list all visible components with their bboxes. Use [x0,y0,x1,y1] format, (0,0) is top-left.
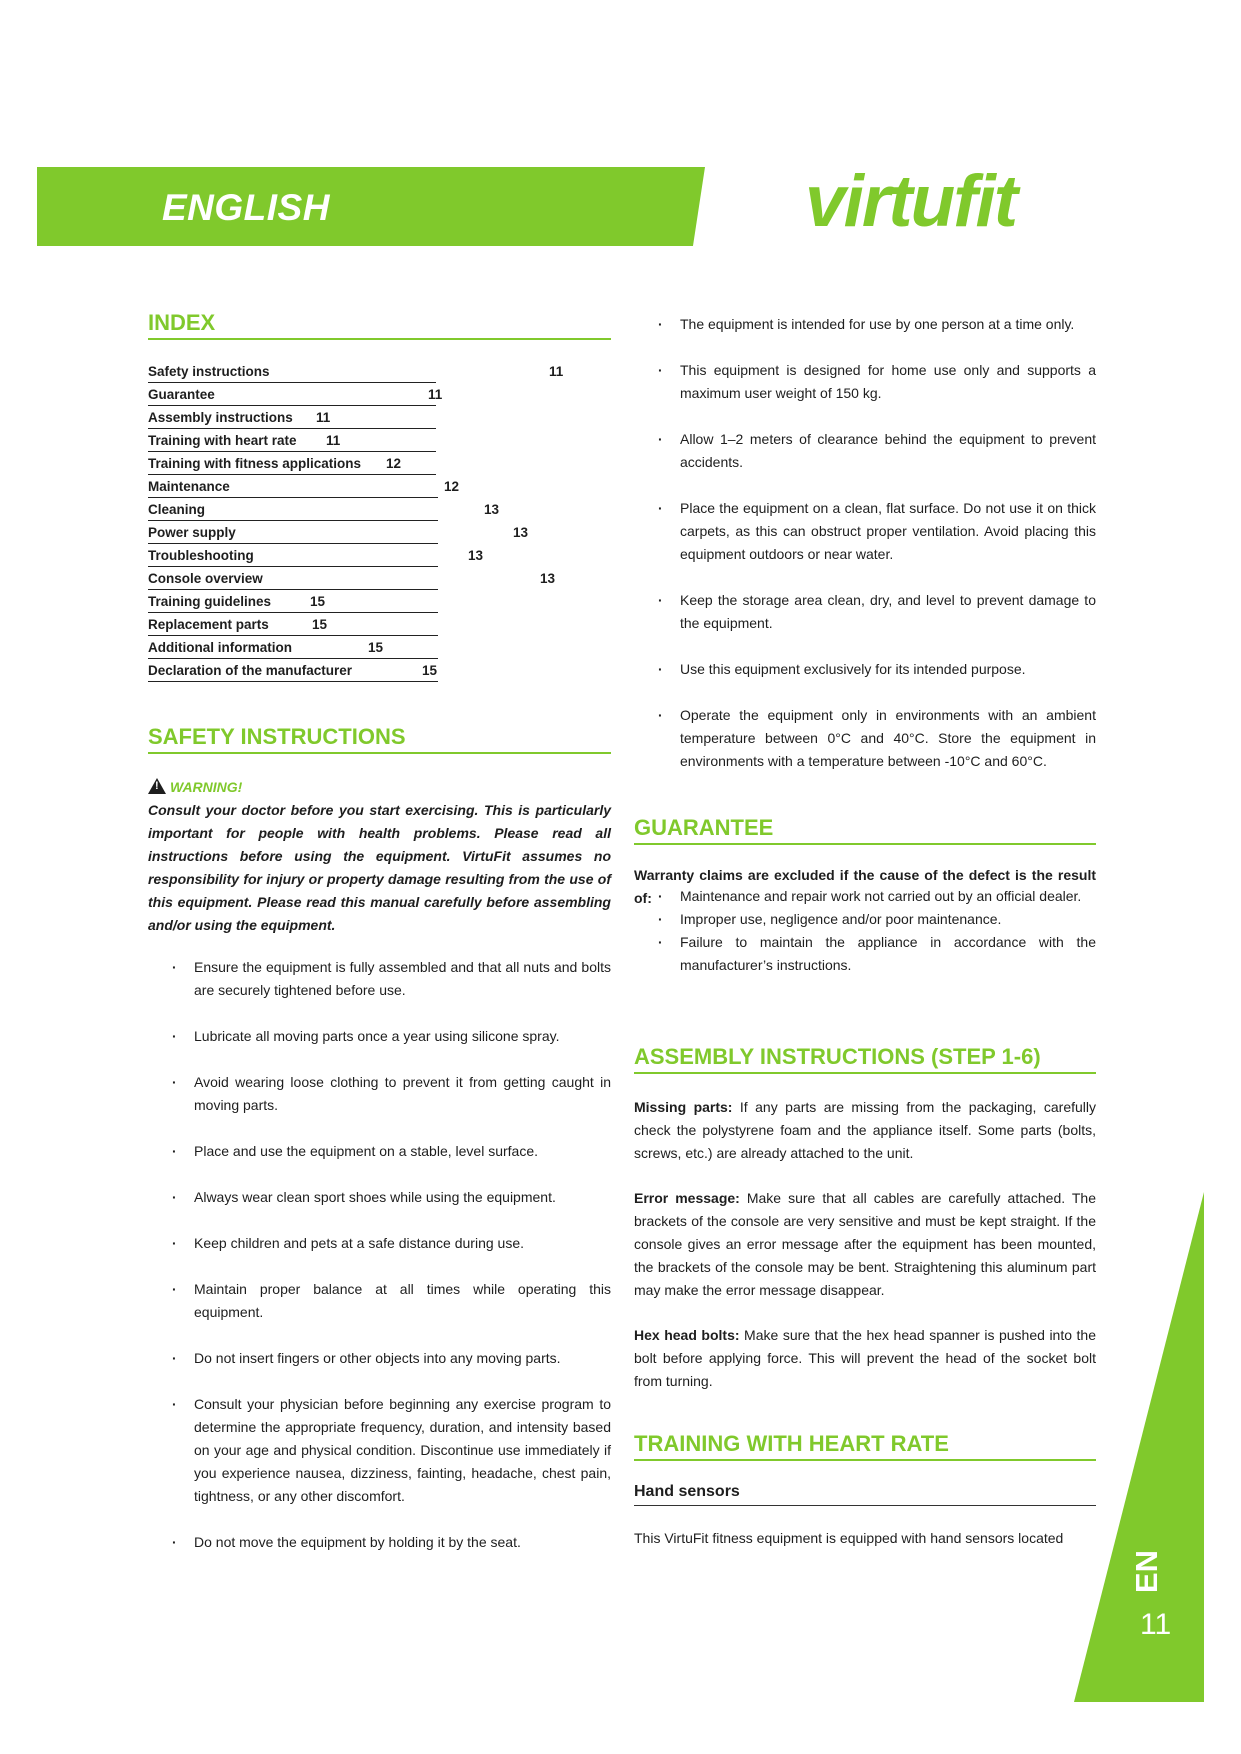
toc-item-page: 15 [312,617,328,632]
toc-item-page: 11 [549,364,564,379]
guarantee-intro: Warranty claims are excluded if the cause of the defect is the result of: [634,867,1096,906]
assembly-heading: ASSEMBLY INSTRUCTIONS (STEP 1-6) [634,1044,1096,1074]
heart-rate-heading: TRAINING WITH HEART RATE [634,1431,1096,1461]
list-item: · Do not move the equipment by holding it by the seat. [172,1531,611,1554]
paragraph-text: Make sure that the hex head spanner is pushed into the bolt before applying force. This will prevent the head of the socket bolt from turning. [634,1327,1097,1389]
toc-item-label: Replacement parts [148,615,438,636]
list-item: · Use this equipment exclusively for its intended purpose. [658,658,1096,681]
list-item: · Maintenance and repair work not carried out by an official dealer. [658,885,1096,908]
toc-item-label: Power supply [148,523,438,544]
hand-sensors-subheading: Hand sensors [634,1482,1096,1506]
paragraph-label: Error message: [634,1190,740,1206]
list-item: · Place and use the equipment on a stable, level surface. [172,1140,611,1163]
toc-item-page: 13 [513,525,529,540]
language-banner [37,167,705,246]
toc-item-label: Console overview [148,569,438,590]
list-item: · Allow 1–2 meters of clearance behind the equipment to prevent accidents. [658,428,1096,474]
list-item: · Lubricate all moving parts once a year using silicone spray. [172,1025,611,1048]
list-item: · Do not insert fingers or other objects into any moving parts. [172,1347,611,1370]
language-label: ENGLISH [162,187,330,228]
toc-item-page: 15 [310,594,326,609]
assembly-paragraph-hex-bolts [634,1324,1096,1393]
toc-item-page: 11 [428,387,443,402]
toc-item-label: Safety instructions [148,362,436,383]
safety-heading: SAFETY INSTRUCTIONS [148,724,611,754]
assembly-paragraph-missing-parts [634,1096,1096,1165]
list-item: · Place the equipment on a clean, flat surface. Do not use it on thick carpets, as this can obstruct proper ventilation. Avoid placing this equipment outdoors or near water. [658,497,1096,566]
brand-logo: virtufit [805,161,1017,242]
list-item: · Keep children and pets at a safe distance during use. [172,1232,611,1255]
language-code: EN [1129,1550,1164,1594]
toc-item-label: Training guidelines [148,592,438,613]
list-item: · Improper use, negligence and/or poor maintenance. [658,908,1096,931]
list-item: · Maintain proper balance at all times while operating this equipment. [172,1278,611,1324]
list-item: · Avoid wearing loose clothing to prevent it from getting caught in moving parts. [172,1071,611,1117]
page-number: 11 [1140,1608,1172,1641]
list-item: · This equipment is designed for home use only and supports a maximum user weight of 150 kg. [658,359,1096,405]
toc-item-label: Guarantee [148,385,436,406]
warning-label-text: WARNING! [170,779,243,795]
list-item: · Always wear clean sport shoes while using the equipment. [172,1186,611,1209]
warning-label [148,776,242,795]
toc-item-page: 12 [444,479,460,494]
list-item: · Keep the storage area clean, dry, and level to prevent damage to the equipment. [658,589,1096,635]
toc-item-label: Troubleshooting [148,546,438,567]
warning-icon [148,778,166,794]
toc-item-page: 11 [316,410,331,425]
toc-item-page: 11 [326,433,341,448]
paragraph-label: Hex head bolts: [634,1327,740,1343]
toc-item-page: 13 [540,571,556,586]
safety-list-continued [658,313,1096,773]
hand-sensors-text: This VirtuFit fitness equipment is equipped with hand sensors located [634,1530,1064,1546]
safety-list [172,956,611,1554]
toc-item-label: Assembly instructions [148,408,436,429]
warning-text: Consult your doctor before you start exercising. This is particularly important for people with health problems. Please read all instructions before using the equipment. VirtuFit assumes no responsibility for injury or property damage resulting from the use of this equipment. Please read this manual carefully before assembling and/or using the equipment. [148,802,611,933]
toc-item-page: 15 [422,663,438,678]
toc-item-page: 13 [468,548,484,563]
paragraph-text: Make sure that all cables are carefully attached. The brackets of the console are very sensitive and must be kept straight. If the console gives an error message after the equipment has been mounted, the brackets of the console may be bent. Straightening this aluminum part may make the error message disappear. [634,1190,1097,1298]
toc-item-label: Additional information [148,638,438,659]
guarantee-heading: GUARANTEE [634,815,1096,845]
paragraph-text: If any parts are missing from the packaging, carefully check the polystyrene foam and the appliance itself. Some parts (bolts, screws, etc.) are already attached to the unit. [634,1099,1096,1161]
paragraph-label: Missing parts: [634,1099,733,1115]
toc-item-page: 15 [368,640,384,655]
assembly-paragraph-error-message [634,1187,1096,1302]
toc-item-page: 13 [484,502,500,517]
list-item: · Failure to maintain the appliance in accordance with the manufacturer’s instructions. [658,931,1096,977]
list-item: · Operate the equipment only in environments with an ambient temperature between 0°C and 40°C. Store the equipment in environments with a temperature between -10°C and 60°C. [658,704,1096,773]
list-item: · The equipment is intended for use by one person at a time only. [658,313,1096,336]
toc-item-label: Training with heart rate [148,431,436,452]
guarantee-list [658,885,1096,977]
toc-item-label: Maintenance [148,477,438,498]
list-item: · Ensure the equipment is fully assembled and that all nuts and bolts are securely tightened before use. [172,956,611,1002]
toc-item-label: Declaration of the manufacturer [148,661,438,682]
index-heading: INDEX [148,310,611,340]
list-item: · Consult your physician before beginning any exercise program to determine the appropriate frequency, duration, and intensity based on your age and physical condition. Discontinue use immediately if you experience nausea, dizziness, fainting, headache, chest pain, tightness, or any other discomfort. [172,1393,611,1508]
toc-item-label: Cleaning [148,500,438,521]
toc-item-page: 12 [386,456,402,471]
toc-item-label: Training with fitness applications [148,454,436,475]
